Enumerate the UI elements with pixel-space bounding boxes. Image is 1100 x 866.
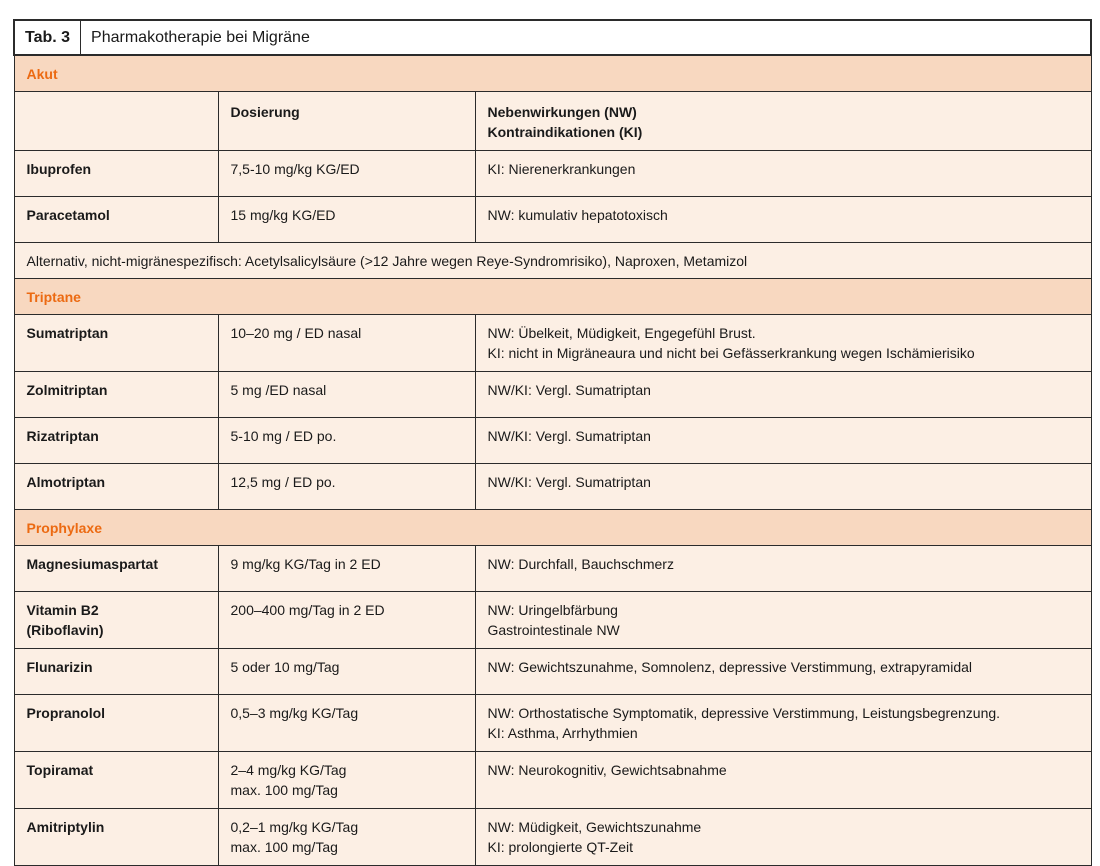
column-header-drug <box>14 92 218 151</box>
table-title-row <box>14 20 1091 55</box>
drug-effects: NW: Gewichtszunahme, Somnolenz, depressive Verstimmung, extrapyramidal <box>475 649 1091 695</box>
note-row <box>14 243 1091 279</box>
drug-dose: 5 mg /ED nasal <box>218 372 475 418</box>
section-header-akut <box>14 55 1091 92</box>
effects-line: KI: Asthma, Arrhythmien <box>487 725 638 741</box>
drug-name-line: (Riboflavin) <box>26 622 104 638</box>
drug-dose: 15 mg/kg KG/ED <box>218 197 475 243</box>
drug-effects: NW/KI: Vergl. Sumatriptan <box>475 372 1091 418</box>
drug-name: Zolmitriptan <box>14 372 218 418</box>
dose-line: max. 100 mg/Tag <box>230 839 338 855</box>
drug-effects: NW/KI: Vergl. Sumatriptan <box>475 418 1091 464</box>
drug-dose: 5-10 mg / ED po. <box>218 418 475 464</box>
table-row <box>14 418 1091 464</box>
column-header-dosierung: Dosierung <box>218 92 475 151</box>
table-row <box>14 592 1091 649</box>
drug-name: Flunarizin <box>14 649 218 695</box>
drug-effects: KI: Nierenerkrankungen <box>475 151 1091 197</box>
drug-name: Magnesiumaspartat <box>14 546 218 592</box>
table-row <box>14 695 1091 752</box>
dose-line: 0,2–1 mg/kg KG/Tag <box>230 819 359 835</box>
drug-effects <box>475 315 1091 372</box>
table-number: Tab. 3 <box>15 21 81 54</box>
table-row <box>14 151 1091 197</box>
drug-dose: 0,5–3 mg/kg KG/Tag <box>218 695 475 752</box>
drug-effects <box>475 695 1091 752</box>
drug-effects <box>475 809 1091 866</box>
drug-name: Rizatriptan <box>14 418 218 464</box>
drug-effects: NW/KI: Vergl. Sumatriptan <box>475 464 1091 510</box>
pharmacotherapy-table <box>13 19 1092 866</box>
effects-line: NW: Müdigkeit, Gewichtszunahme <box>487 819 702 835</box>
column-header-row <box>14 92 1091 151</box>
dose-line: max. 100 mg/Tag <box>230 782 338 798</box>
section-header-prophylaxe <box>14 510 1091 546</box>
drug-name: Ibuprofen <box>14 151 218 197</box>
effects-line: Gastrointestinale NW <box>487 622 620 638</box>
table-row <box>14 649 1091 695</box>
drug-name <box>14 592 218 649</box>
drug-dose: 5 oder 10 mg/Tag <box>218 649 475 695</box>
table-row <box>14 809 1091 866</box>
akut-note: Alternativ, nicht-migränespezifisch: Acetylsalicylsäure (>12 Jahre wegen Reye-Syndromrisiko), Naproxen, Metamizol <box>14 243 1091 279</box>
drug-dose: 12,5 mg / ED po. <box>218 464 475 510</box>
effects-line: KI: nicht in Migräneaura und nicht bei Gefässerkrankung wegen Ischämierisiko <box>487 345 975 361</box>
table-row <box>14 752 1091 809</box>
drug-name: Amitriptylin <box>14 809 218 866</box>
effects-line: NW: Uringelbfärbung <box>487 602 618 618</box>
section-header-triptane <box>14 279 1091 315</box>
effects-line: KI: prolongierte QT-Zeit <box>487 839 634 855</box>
effects-line: NW: Übelkeit, Müdigkeit, Engegefühl Brust. <box>487 325 756 341</box>
drug-dose <box>218 752 475 809</box>
section-label: Akut <box>14 55 1091 92</box>
column-header-effects <box>475 92 1091 151</box>
table-row <box>14 315 1091 372</box>
drug-effects: NW: Neurokognitiv, Gewichtsabnahme <box>475 752 1091 809</box>
table-row <box>14 546 1091 592</box>
drug-dose: 200–400 mg/Tag in 2 ED <box>218 592 475 649</box>
section-label: Prophylaxe <box>14 510 1091 546</box>
column-header-ki: Kontraindikationen (KI) <box>487 124 643 140</box>
table-row <box>14 372 1091 418</box>
drug-effects: NW: kumulativ hepatotoxisch <box>475 197 1091 243</box>
table-title: Pharmakotherapie bei Migräne <box>91 28 310 46</box>
drug-name: Propranolol <box>14 695 218 752</box>
drug-name-line: Vitamin B2 <box>26 602 99 618</box>
drug-name: Topiramat <box>14 752 218 809</box>
dose-line: 2–4 mg/kg KG/Tag <box>230 762 347 778</box>
drug-name: Sumatriptan <box>14 315 218 372</box>
drug-effects <box>475 592 1091 649</box>
drug-name: Almotriptan <box>14 464 218 510</box>
effects-line: NW: Orthostatische Symptomatik, depressive Verstimmung, Leistungsbegrenzung. <box>487 705 1001 721</box>
drug-effects: NW: Durchfall, Bauchschmerz <box>475 546 1091 592</box>
table-row <box>14 464 1091 510</box>
drug-dose: 7,5-10 mg/kg KG/ED <box>218 151 475 197</box>
column-header-nw: Nebenwirkungen (NW) <box>487 104 637 120</box>
drug-dose: 9 mg/kg KG/Tag in 2 ED <box>218 546 475 592</box>
drug-dose <box>218 809 475 866</box>
table-row <box>14 197 1091 243</box>
drug-dose: 10–20 mg / ED nasal <box>218 315 475 372</box>
section-label: Triptane <box>14 279 1091 315</box>
table-container <box>13 19 1090 866</box>
drug-name: Paracetamol <box>14 197 218 243</box>
